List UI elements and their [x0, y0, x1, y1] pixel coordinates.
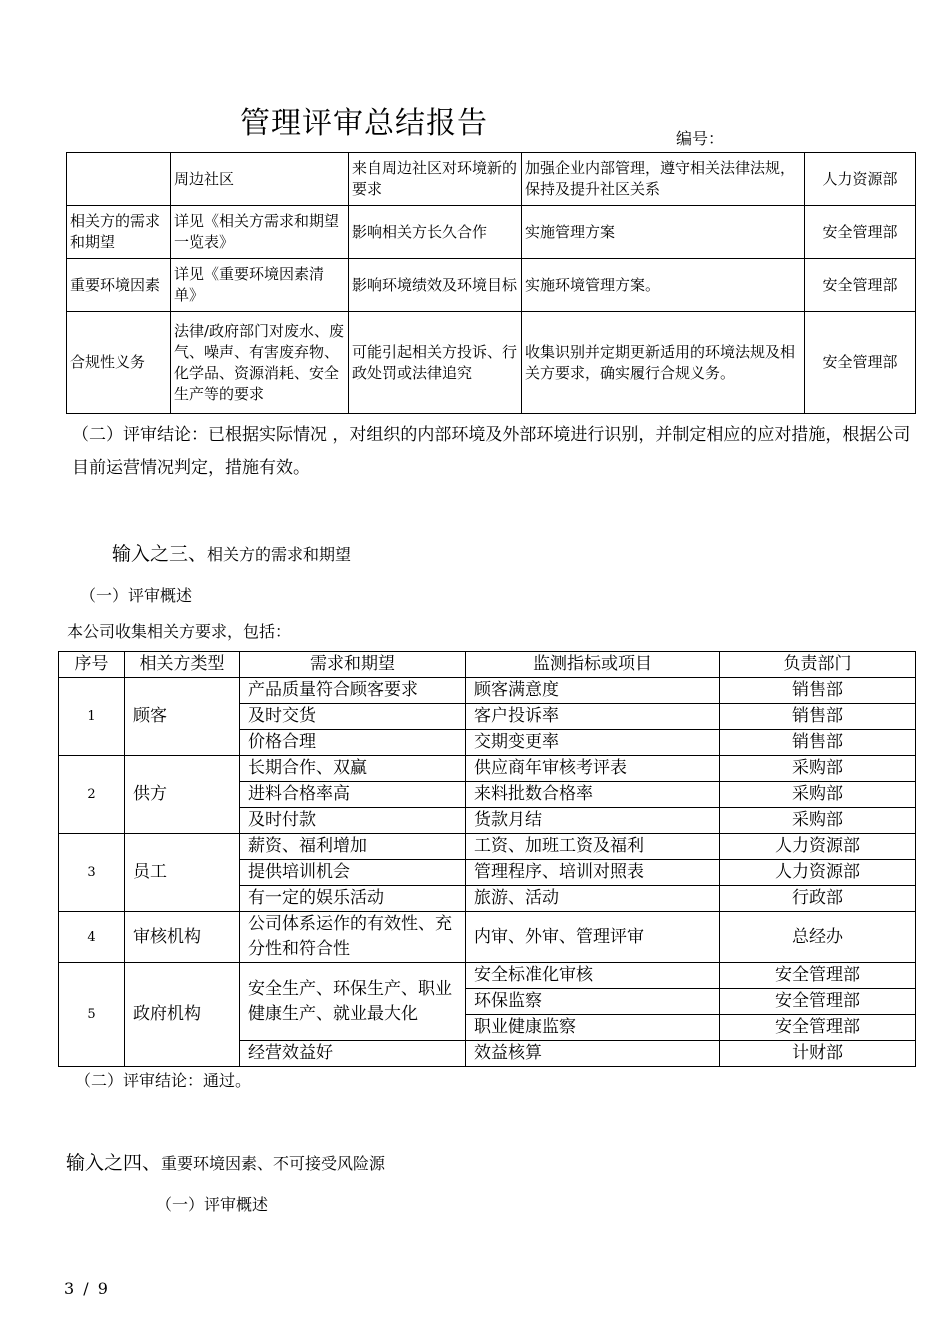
- table-row: [67, 153, 916, 206]
- dept-cell: 销售部: [720, 704, 916, 730]
- stakeholder-type: 员工: [125, 834, 240, 912]
- type-cell: 重要环境因素: [67, 259, 171, 312]
- table-row: [67, 206, 916, 259]
- dept-cell: 安全管理部: [805, 206, 916, 259]
- dept-cell: 采购部: [720, 756, 916, 782]
- section-3-heading: [112, 539, 351, 566]
- section-4-title: 重要环境因素、不可接受风险源: [161, 1154, 386, 1173]
- metric-cell: 旅游、活动: [466, 886, 720, 912]
- need-cell: 价格合理: [240, 730, 466, 756]
- header-no: 序号: [59, 652, 125, 678]
- section-4-heading: [66, 1148, 385, 1175]
- measure-cell: 收集识别并定期更新适用的环境法规及相关方要求，确实履行合规义务。: [522, 312, 805, 414]
- stakeholder-type: 供方: [125, 756, 240, 834]
- section-3-subheading: （一）评审概述: [80, 586, 193, 605]
- section-3-intro: 本公司收集相关方要求，包括：: [67, 622, 292, 641]
- dept-cell: 人力资源部: [720, 860, 916, 886]
- need-cell: 公司体系运作的有效性、充分性和符合性: [240, 912, 466, 963]
- measure-cell: 实施环境管理方案。: [522, 259, 805, 312]
- stakeholder-type: 顾客: [125, 678, 240, 756]
- need-cell: 进料合格率高: [240, 782, 466, 808]
- table-row: [59, 912, 916, 963]
- section-3-prefix: 输入之三、: [112, 543, 208, 565]
- metric-cell: 货款月结: [466, 808, 720, 834]
- need-cell: 有一定的娱乐活动: [240, 886, 466, 912]
- stakeholder-type: 审核机构: [125, 912, 240, 963]
- detail-cell: 详见《相关方需求和期望一览表》: [171, 206, 349, 259]
- table-row: [59, 678, 916, 704]
- review-conclusion-2: （二）评审结论：已根据实际情况 ，对组织的内部环境及外部环境进行识别，并制定相应的应对措施，根据公司目前运营情况判定，措施有效。: [72, 425, 911, 478]
- need-cell: 及时付款: [240, 808, 466, 834]
- dept-cell: 计财部: [720, 1041, 916, 1067]
- dept-cell: 安全管理部: [805, 312, 916, 414]
- row-number: 3: [59, 834, 125, 912]
- section-3-title: 相关方的需求和期望: [207, 545, 352, 564]
- detail-cell: 法律/政府部门对废水、废气、噪声、有害废弃物、化学品、资源消耗、安全生产等的要求: [171, 312, 349, 414]
- type-cell: 合规性义务: [67, 312, 171, 414]
- dept-cell: 安全管理部: [720, 1015, 916, 1041]
- dept-cell: 人力资源部: [805, 153, 916, 206]
- metric-cell: 客户投诉率: [466, 704, 720, 730]
- need-cell: 安全生产、环保生产、职业健康生产、就业最大化: [240, 963, 466, 1041]
- need-cell: 及时交货: [240, 704, 466, 730]
- type-cell: 相关方的需求和期望: [67, 206, 171, 259]
- table-header-row: [59, 652, 916, 678]
- table-row: [59, 756, 916, 782]
- need-cell: 薪资、福利增加: [240, 834, 466, 860]
- header-metric: 监测指标或项目: [466, 652, 720, 678]
- metric-cell: 职业健康监察: [466, 1015, 720, 1041]
- table-row: [59, 963, 916, 989]
- need-cell: 长期合作、双赢: [240, 756, 466, 782]
- metric-cell: 内审、外审、管理评审: [466, 912, 720, 963]
- need-cell: 产品质量符合顾客要求: [240, 678, 466, 704]
- dept-cell: 采购部: [720, 808, 916, 834]
- need-cell: 提供培训机会: [240, 860, 466, 886]
- metric-cell: 管理程序、培训对照表: [466, 860, 720, 886]
- metric-cell: 供应商年审核考评表: [466, 756, 720, 782]
- metric-cell: 安全标准化审核: [466, 963, 720, 989]
- detail-cell: 周边社区: [171, 153, 349, 206]
- metric-cell: 效益核算: [466, 1041, 720, 1067]
- need-cell: 经营效益好: [240, 1041, 466, 1067]
- page-number: 3 / 9: [64, 1279, 110, 1298]
- section-4-subheading: （一）评审概述: [156, 1195, 269, 1214]
- metric-cell: 来料批数合格率: [466, 782, 720, 808]
- dept-cell: 安全管理部: [805, 259, 916, 312]
- impact-cell: 影响环境绩效及环境目标: [349, 259, 522, 312]
- type-cell: [67, 153, 171, 206]
- header-need: 需求和期望: [240, 652, 466, 678]
- row-number: 5: [59, 963, 125, 1067]
- detail-cell: 详见《重要环境因素清单》: [171, 259, 349, 312]
- row-number: 1: [59, 678, 125, 756]
- serial-number-label: 编号：: [676, 129, 725, 148]
- dept-cell: 行政部: [720, 886, 916, 912]
- stakeholder-needs-table: [58, 651, 916, 1067]
- dept-cell: 销售部: [720, 678, 916, 704]
- header-type: 相关方类型: [125, 652, 240, 678]
- environment-context-table: [66, 152, 916, 414]
- impact-cell: 影响相关方长久合作: [349, 206, 522, 259]
- table-row: [67, 259, 916, 312]
- page-title: 管理评审总结报告: [240, 106, 488, 141]
- header-dept: 负责部门: [720, 652, 916, 678]
- row-number: 2: [59, 756, 125, 834]
- impact-cell: 可能引起相关方投诉、行政处罚或法律追究: [349, 312, 522, 414]
- dept-cell: 销售部: [720, 730, 916, 756]
- review-conclusion-3: （二）评审结论：通过。: [75, 1071, 252, 1090]
- measure-cell: 加强企业内部管理，遵守相关法律法规，保持及提升社区关系: [522, 153, 805, 206]
- metric-cell: 顾客满意度: [466, 678, 720, 704]
- dept-cell: 安全管理部: [720, 989, 916, 1015]
- dept-cell: 采购部: [720, 782, 916, 808]
- metric-cell: 交期变更率: [466, 730, 720, 756]
- dept-cell: 总经办: [720, 912, 916, 963]
- dept-cell: 安全管理部: [720, 963, 916, 989]
- table-row: [67, 312, 916, 414]
- measure-cell: 实施管理方案: [522, 206, 805, 259]
- section-4-prefix: 输入之四、: [66, 1152, 162, 1174]
- impact-cell: 来自周边社区对环境新的要求: [349, 153, 522, 206]
- metric-cell: 环保监察: [466, 989, 720, 1015]
- stakeholder-type: 政府机构: [125, 963, 240, 1067]
- table-row: [59, 834, 916, 860]
- row-number: 4: [59, 912, 125, 963]
- metric-cell: 工资、加班工资及福利: [466, 834, 720, 860]
- dept-cell: 人力资源部: [720, 834, 916, 860]
